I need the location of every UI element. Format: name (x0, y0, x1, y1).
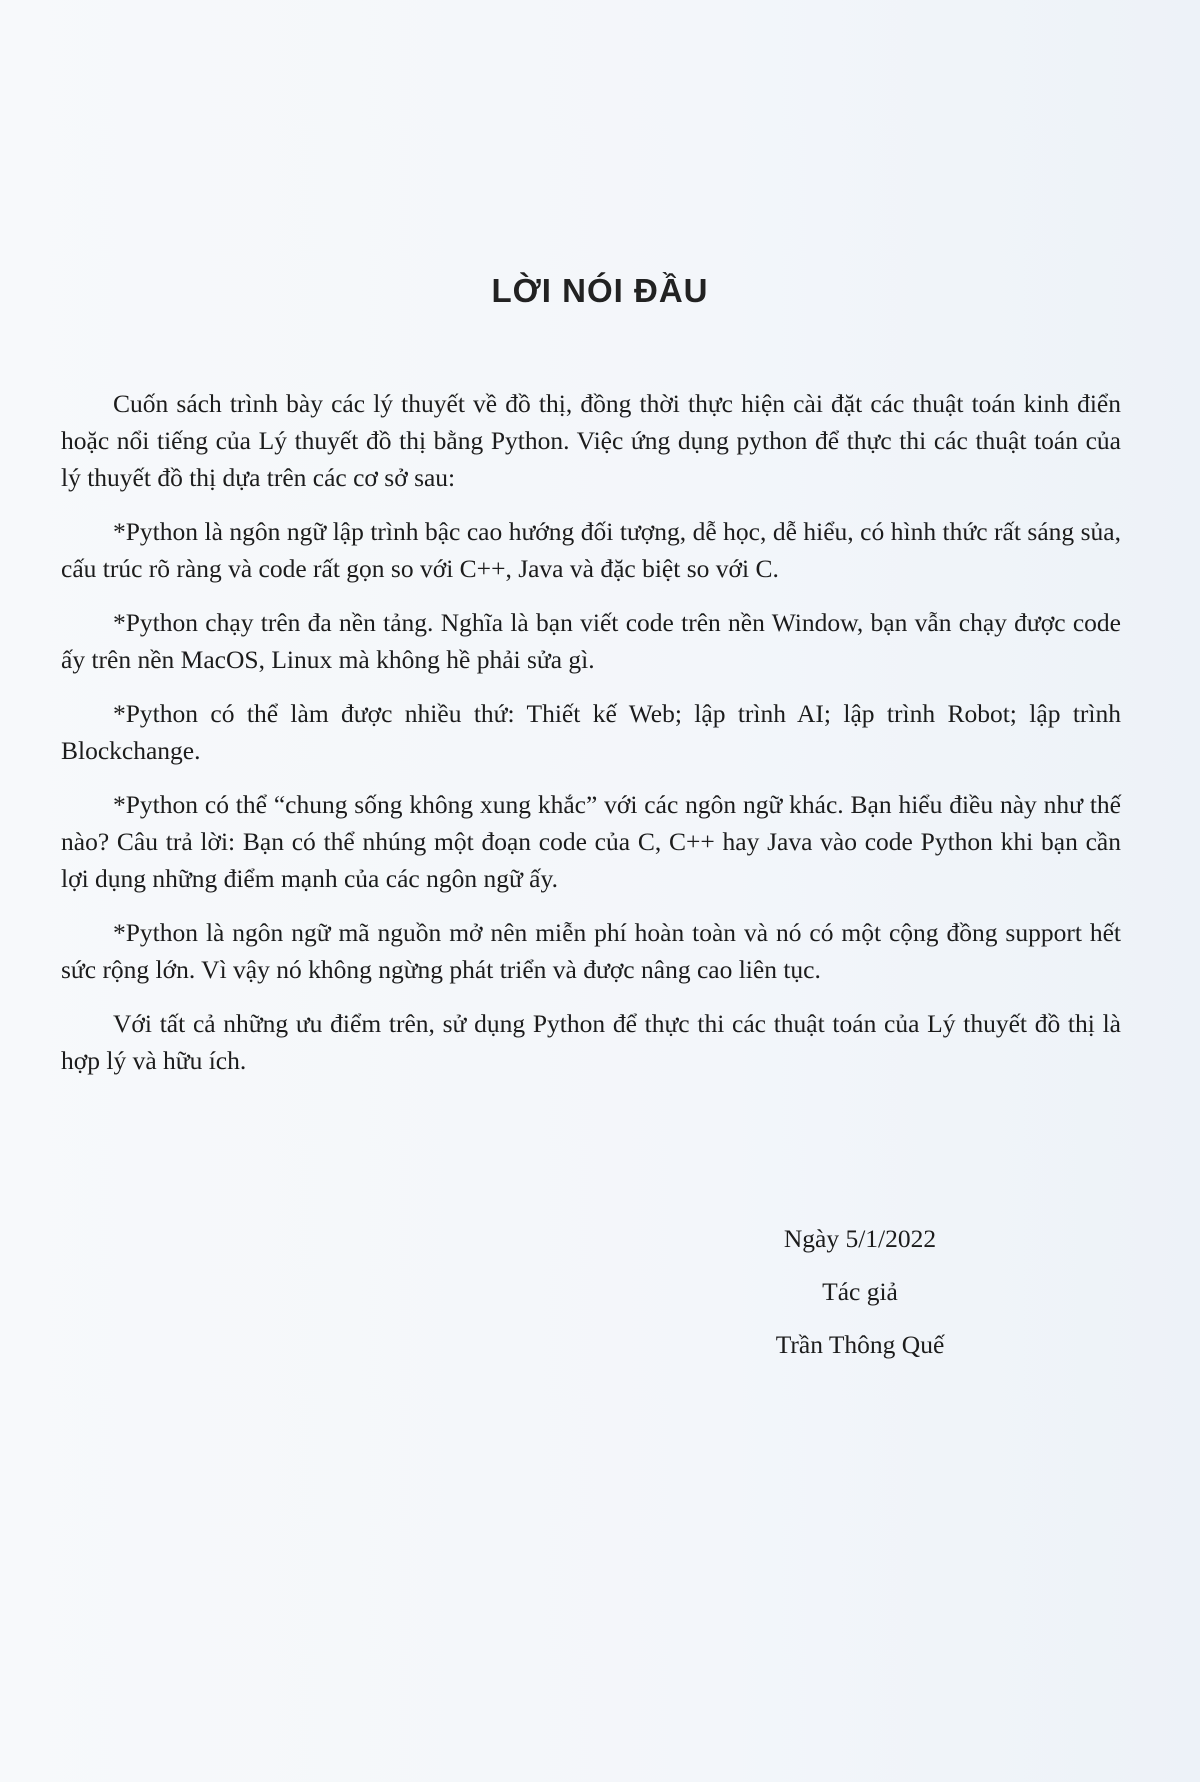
paragraph-point-1: *Python là ngôn ngữ lập trình bậc cao hướng đối tượng, dễ học, dễ hiểu, có hình thức rất sáng sủa, cấu trúc rõ ràng và code rất gọn so với C++, Java và đặc biệt so với C. (61, 517, 1121, 583)
paragraph-conclusion: Với tất cả những ưu điểm trên, sử dụng Python để thực thi các thuật toán của Lý thuyết đồ thị là hợp lý và hữu ích. (61, 1009, 1121, 1075)
page-title: LỜI NÓI ĐẦU (491, 272, 709, 309)
signature-date: Ngày 5/1/2022 (783, 1224, 937, 1253)
body-text (61, 385, 1121, 1096)
paragraph-point-2: *Python chạy trên đa nền tảng. Nghĩa là bạn viết code trên nền Window, bạn vẫn chạy được code ấy trên nền MacOS, Linux mà không hề phải sửa gì. (61, 608, 1121, 674)
signature-author: Trần Thông Quế (775, 1330, 945, 1359)
signature-block (700, 1212, 1020, 1371)
paragraph-intro: Cuốn sách trình bày các lý thuyết về đồ thị, đồng thời thực hiện cài đặt các thuật toán kinh điển hoặc nổi tiếng của Lý thuyết đồ thị bằng Python. Việc ứng dụng python để thực thi các thuật toán của lý thuyết đồ thị dựa trên các cơ sở sau: (61, 389, 1121, 492)
signature-role: Tác giả (822, 1277, 898, 1306)
paragraph-point-4: *Python có thể “chung sống không xung khắc” với các ngôn ngữ khác. Bạn hiểu điều này như thế nào? Câu trả lời: Bạn có thể nhúng một đoạn code của C, C++ hay Java vào code Python khi bạn cần lợi dụng những điểm mạnh của các ngôn ngữ ấy. (61, 790, 1121, 893)
paragraph-point-3: *Python có thể làm được nhiều thứ: Thiết kế Web; lập trình AI; lập trình Robot; lập trình Blockchange. (61, 699, 1121, 765)
paragraph-point-5: *Python là ngôn ngữ mã nguồn mở nên miễn phí hoàn toàn và nó có một cộng đồng support hết sức rộng lớn. Vì vậy nó không ngừng phát triển và được nâng cao liên tục. (61, 918, 1121, 984)
